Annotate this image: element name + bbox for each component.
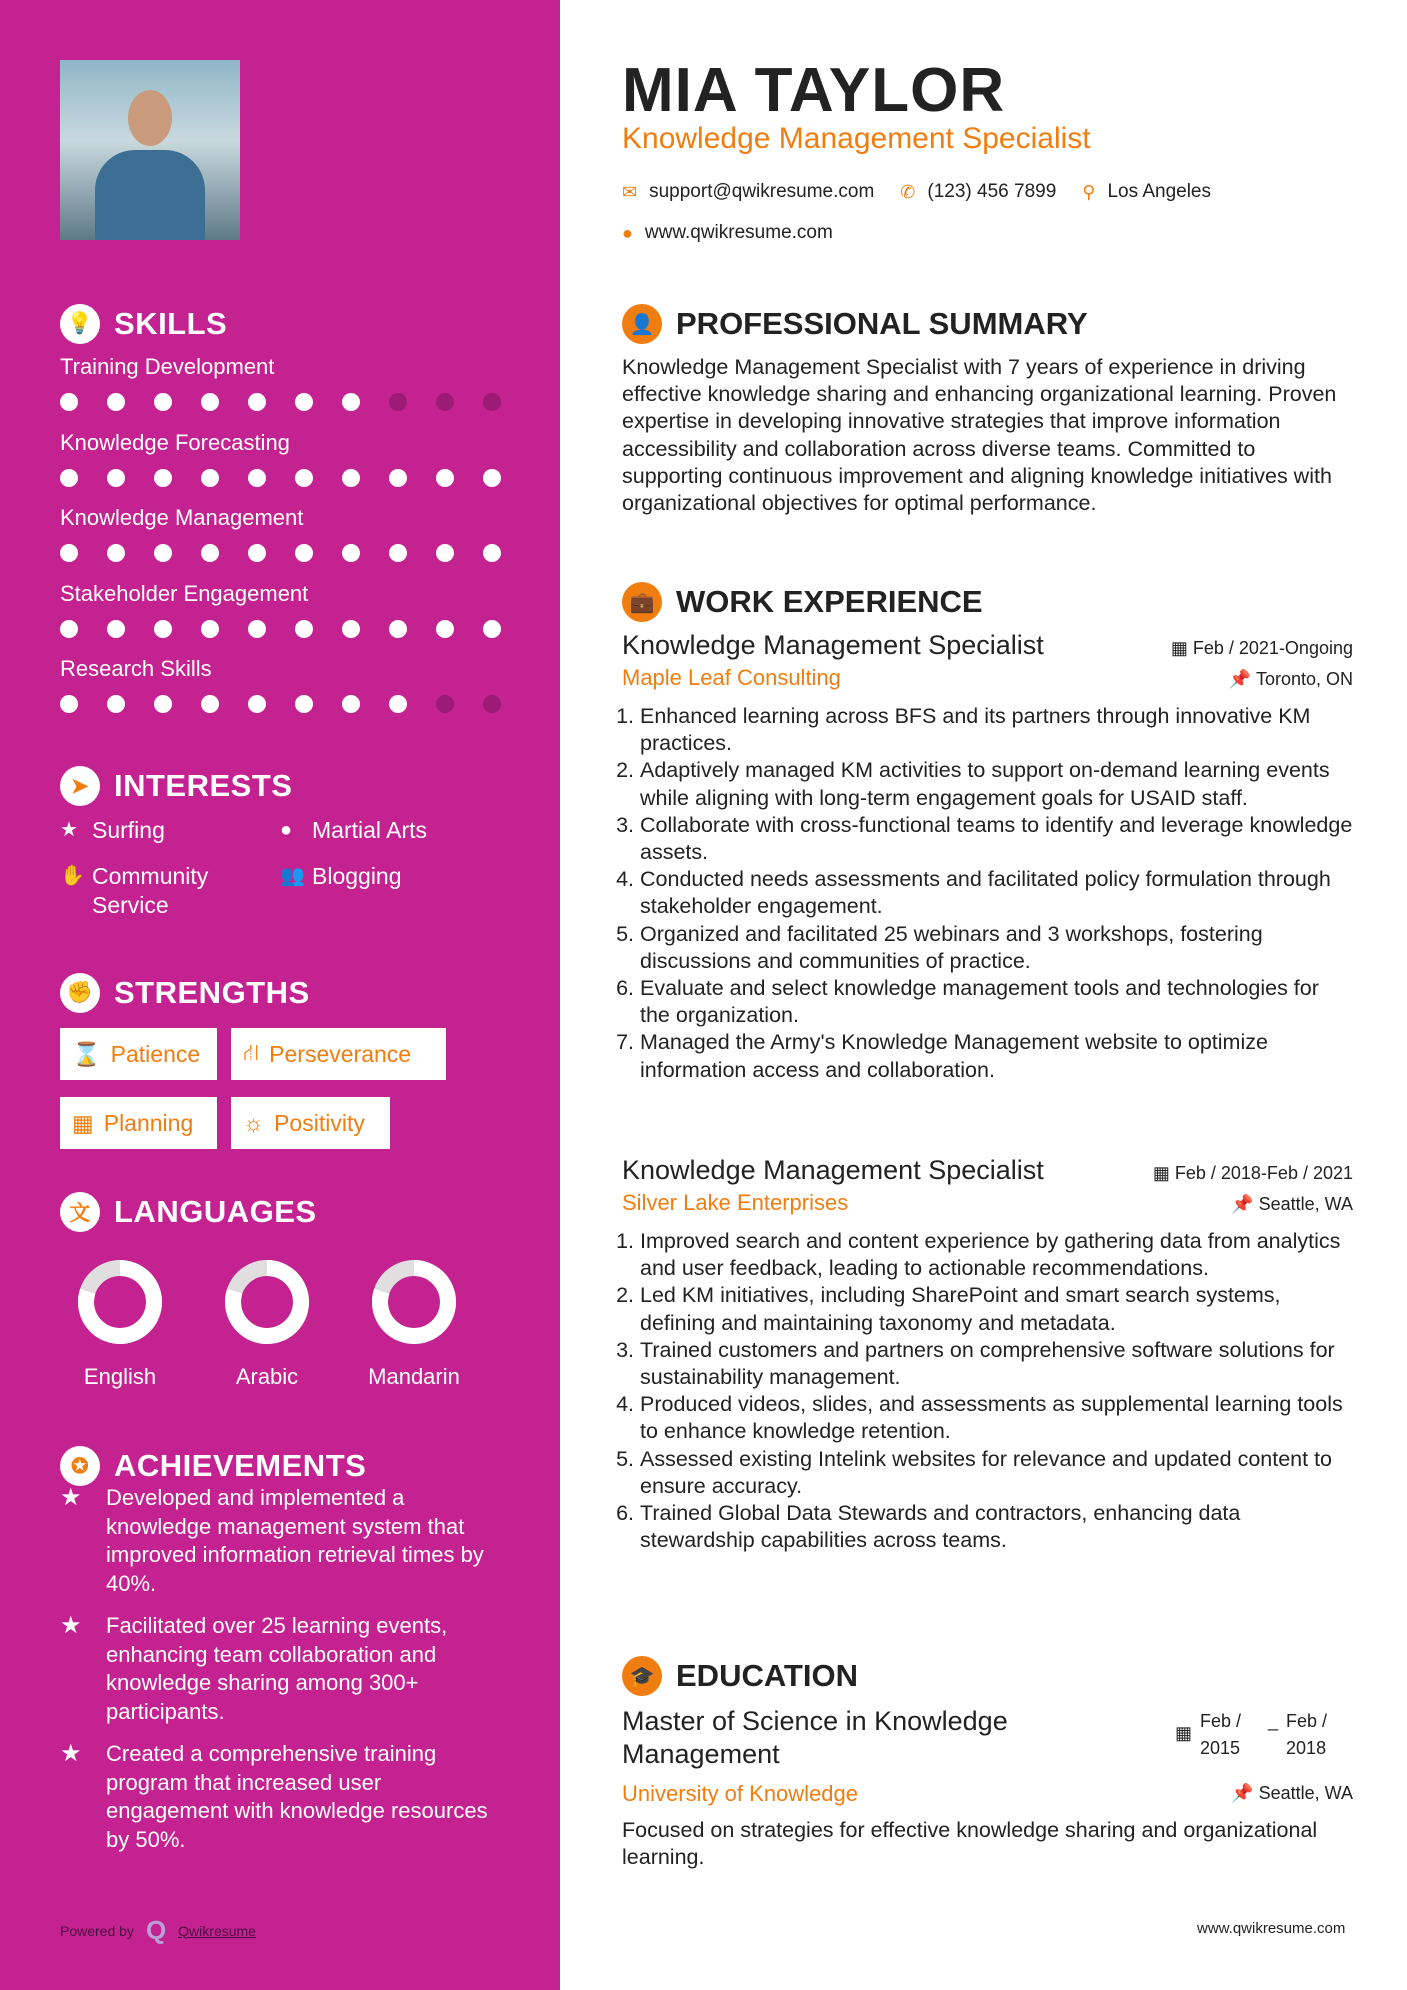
skill-label: Research Skills — [60, 656, 212, 681]
skill-item — [60, 581, 520, 638]
location: Los Angeles — [1107, 181, 1211, 202]
rating-dot — [342, 544, 360, 562]
rating-dot — [483, 544, 501, 562]
rating-dot — [60, 544, 78, 562]
interest-item: ✋ Community Service — [60, 863, 209, 918]
rating-dot — [342, 620, 360, 638]
education-heading: 🎓 EDUCATION — [622, 1656, 858, 1696]
graduation-icon: 🎓 — [622, 1656, 662, 1696]
language-item — [50, 1260, 190, 1390]
interest-item: ★ Surfing — [60, 817, 165, 843]
language-label: English — [83, 1364, 157, 1389]
education-dates: ▦ Feb / 2015 _ Feb / 2018 — [1175, 1708, 1346, 1762]
rating-dot — [154, 469, 172, 487]
skill-label: Training Development — [60, 354, 275, 379]
company: Maple Leaf Consulting — [622, 665, 841, 690]
skill-rating — [60, 469, 520, 487]
job-dates: Feb / 2021-Ongoing — [1192, 638, 1353, 658]
language-label: Arabic — [235, 1364, 299, 1389]
work-heading: 💼 WORK EXPERIENCE — [622, 582, 983, 622]
map-pin-icon: ⚲ — [1082, 181, 1096, 202]
footer-website[interactable]: www.qwikresume.com — [1197, 1920, 1346, 1937]
rating-dot — [107, 469, 125, 487]
achievement-item: ★ Developed and implemented a knowledge management system that improved information retrieval times by 40%. — [60, 1484, 500, 1598]
skill-label: Knowledge Forecasting — [60, 429, 290, 455]
rating-dot — [201, 469, 219, 487]
language-item — [344, 1260, 484, 1390]
job-location: Toronto, ON — [1255, 669, 1353, 689]
contact-row — [622, 181, 1211, 203]
paper-plane-icon: ➤ — [60, 766, 100, 806]
rating-dot — [295, 695, 313, 713]
rating-dot — [483, 695, 501, 713]
star-icon: ★ — [60, 1612, 82, 1639]
strength-badge: ☼ Positivity — [231, 1097, 390, 1149]
rating-dot — [436, 544, 454, 562]
job-bullet: 3. Collaborate with cross-functional teams to identify and leverage knowledge assets. — [640, 812, 1353, 866]
language-item — [197, 1260, 337, 1390]
hand-icon: ✋ — [60, 865, 85, 887]
job-bullet: 1. Improved search and content experience by gathering data from analytics and user feedback, leading to actionable recommendations. — [640, 1228, 1353, 1282]
interests-heading: ➤ INTERESTS — [60, 766, 292, 806]
job-dates: Feb / 2018-Feb / 2021 — [1174, 1163, 1353, 1183]
rating-dot — [342, 695, 360, 713]
company: Silver Lake Enterprises — [622, 1190, 849, 1215]
skills-heading: 💡 SKILLS — [60, 304, 227, 344]
rating-dot — [248, 620, 266, 638]
powered-by: Powered by Q Qwikresume — [60, 1915, 256, 1945]
skill-rating — [60, 544, 520, 562]
pin-icon: 📌 — [1231, 1194, 1259, 1214]
achievement-item: ★ Created a comprehensive training program that increased user engagement with knowledge resources by 50%. — [60, 1740, 500, 1854]
rating-dot — [483, 620, 501, 638]
rating-dot — [107, 695, 125, 713]
rating-dot — [389, 393, 407, 411]
road-icon: ⛙ — [243, 1039, 260, 1065]
skill-item — [60, 430, 520, 487]
candidate-name: MIA TAYLOR — [622, 56, 1006, 125]
skill-rating — [60, 620, 520, 638]
rating-dot — [436, 695, 454, 713]
skill-label: Knowledge Management — [60, 505, 304, 530]
rating-dot — [154, 393, 172, 411]
qwikresume-link[interactable]: Qwikresume — [178, 1922, 256, 1939]
strength-badge: ▦ Planning — [60, 1097, 217, 1149]
award-icon: ✪ — [60, 1446, 100, 1486]
lightbulb-icon: 💡 — [60, 304, 100, 344]
rating-dot — [107, 544, 125, 562]
website[interactable]: www.qwikresume.com — [644, 222, 833, 243]
rating-dot — [436, 393, 454, 411]
rating-dot — [201, 620, 219, 638]
rating-dot — [483, 469, 501, 487]
pin-icon: 📌 — [1228, 669, 1256, 689]
summary-text: Knowledge Management Specialist with 7 years of experience in driving effective knowledge sharing and enhancing organizational learning. Proven expertise in developing innovative strategies that improve information accessibility and collaboration across diverse teams. Committed to supporting continuous improvement and aligning knowledge initiatives with organizational objectives for optimal performance. — [622, 355, 1337, 516]
job-bullets — [622, 1228, 1353, 1554]
skill-rating — [60, 393, 520, 411]
rating-dot — [389, 620, 407, 638]
pin-icon: 📌 — [1231, 1783, 1259, 1803]
achievements-heading: ✪ ACHIEVEMENTS — [60, 1446, 366, 1486]
calendar-icon: ▦ — [1170, 638, 1193, 658]
job-bullet: 2. Adaptively managed KM activities to support on-demand learning events while aligning with long-term engagement goals for USAID staff. — [640, 757, 1353, 811]
translate-icon: 文 — [60, 1192, 100, 1232]
interest-item: ● Martial Arts — [280, 817, 428, 843]
rating-dot — [389, 544, 407, 562]
rating-dot — [60, 469, 78, 487]
sun-icon: ☼ — [243, 1109, 265, 1136]
job-entry — [622, 630, 1353, 1084]
calendar-icon: ▦ — [1175, 1723, 1193, 1743]
rating-dot — [201, 695, 219, 713]
skill-item — [60, 354, 520, 411]
users-icon: 👥 — [280, 865, 305, 887]
rating-dot — [248, 695, 266, 713]
rating-dot — [248, 469, 266, 487]
language-donut — [372, 1260, 456, 1344]
rating-dot — [60, 393, 78, 411]
skill-item — [60, 505, 520, 562]
star-icon: ★ — [60, 1740, 82, 1767]
rating-dot — [295, 469, 313, 487]
fist-icon: ✊ — [60, 973, 100, 1013]
rating-dot — [60, 695, 78, 713]
calendar-icon: ▦ — [1152, 1163, 1175, 1183]
job-bullet: 4. Conducted needs assessments and facilitated policy formulation through stakeholder engagement. — [640, 866, 1353, 920]
email[interactable]: support@qwikresume.com — [649, 181, 875, 202]
rating-dot — [107, 620, 125, 638]
rating-dot — [201, 544, 219, 562]
job-bullet: 3. Trained customers and partners on comprehensive software solutions for sustainability management. — [640, 1337, 1353, 1391]
calendar-icon: ▦ — [72, 1109, 94, 1136]
rating-dot — [60, 620, 78, 638]
language-label: Mandarin — [368, 1364, 460, 1389]
job-bullets — [622, 703, 1353, 1084]
user-icon: 👤 — [622, 304, 662, 344]
rating-dot — [295, 620, 313, 638]
education-location: 📌 Seattle, WA — [1231, 1783, 1353, 1803]
job-title: Knowledge Management Specialist — [622, 630, 1044, 660]
job-entry — [622, 1155, 1353, 1554]
phone: (123) 456 7899 — [927, 181, 1057, 202]
education-description: Focused on strategies for effective knowledge sharing and organizational learning. — [622, 1818, 1318, 1870]
rating-dot — [342, 469, 360, 487]
rating-dot — [107, 393, 125, 411]
star-icon: ★ — [60, 819, 78, 841]
rating-dot — [483, 393, 501, 411]
job-bullet: 6. Evaluate and select knowledge management tools and technologies for the organization. — [640, 975, 1353, 1029]
language-donut — [225, 1260, 309, 1344]
skill-item — [60, 656, 520, 713]
rating-dot — [389, 695, 407, 713]
school: University of Knowledge — [622, 1781, 859, 1806]
website-row — [622, 222, 833, 244]
strength-badge: ⌛ Patience — [60, 1028, 217, 1080]
job-location: Seattle, WA — [1258, 1194, 1353, 1214]
rating-dot — [389, 469, 407, 487]
rating-dot — [248, 393, 266, 411]
candidate-title: Knowledge Management Specialist — [622, 122, 1091, 155]
skill-rating — [60, 695, 520, 713]
rating-dot — [248, 544, 266, 562]
rating-dot — [154, 544, 172, 562]
profile-photo — [60, 60, 240, 240]
strength-badge: ⛙ Perseverance — [231, 1028, 446, 1080]
rating-dot — [342, 393, 360, 411]
envelope-icon: ✉ — [622, 181, 638, 202]
hourglass-icon: ⌛ — [72, 1040, 101, 1067]
qwikresume-logo-icon: Q — [145, 1915, 167, 1945]
globe-icon: ● — [622, 222, 633, 243]
rating-dot — [154, 695, 172, 713]
job-bullet: 5. Organized and facilitated 25 webinars and 3 workshops, fostering discussions and communities of practice. — [640, 921, 1353, 975]
summary-heading: 👤 PROFESSIONAL SUMMARY — [622, 304, 1088, 344]
languages-heading: 文 LANGUAGES — [60, 1192, 317, 1232]
rating-dot — [201, 393, 219, 411]
job-bullet: 1. Enhanced learning across BFS and its partners through innovative KM practices. — [640, 703, 1353, 757]
globe-icon: ● — [280, 819, 293, 841]
rating-dot — [295, 544, 313, 562]
job-bullet: 7. Managed the Army's Knowledge Management website to optimize information access and collaboration. — [640, 1029, 1353, 1083]
briefcase-icon: 💼 — [622, 582, 662, 622]
job-title: Knowledge Management Specialist — [622, 1155, 1044, 1185]
degree: Master of Science in Knowledge Management — [622, 1706, 1008, 1769]
rating-dot — [436, 620, 454, 638]
rating-dot — [436, 469, 454, 487]
job-bullet: 4. Produced videos, slides, and assessments as supplemental learning tools to enhance knowledge retention. — [640, 1391, 1353, 1445]
achievement-item: ★ Facilitated over 25 learning events, enhancing team collaboration and knowledge sharing among 300+ participants. — [60, 1612, 500, 1726]
rating-dot — [154, 620, 172, 638]
job-bullet: 5. Assessed existing Intelink websites for relevance and updated content to ensure accuracy. — [640, 1446, 1353, 1500]
phone-icon: ✆ — [900, 181, 916, 202]
star-icon: ★ — [60, 1484, 82, 1511]
rating-dot — [295, 393, 313, 411]
job-bullet: 2. Led KM initiatives, including SharePoint and smart search systems, defining and maintaining taxonomy and metadata. — [640, 1282, 1353, 1336]
strengths-heading: ✊ STRENGTHS — [60, 973, 310, 1013]
job-bullet: 6. Trained Global Data Stewards and contractors, enhancing data stewardship capabilities across teams. — [640, 1500, 1353, 1554]
language-donut — [78, 1260, 162, 1344]
skill-label: Stakeholder Engagement — [60, 580, 309, 606]
interest-item: 👥 Blogging — [280, 863, 402, 889]
